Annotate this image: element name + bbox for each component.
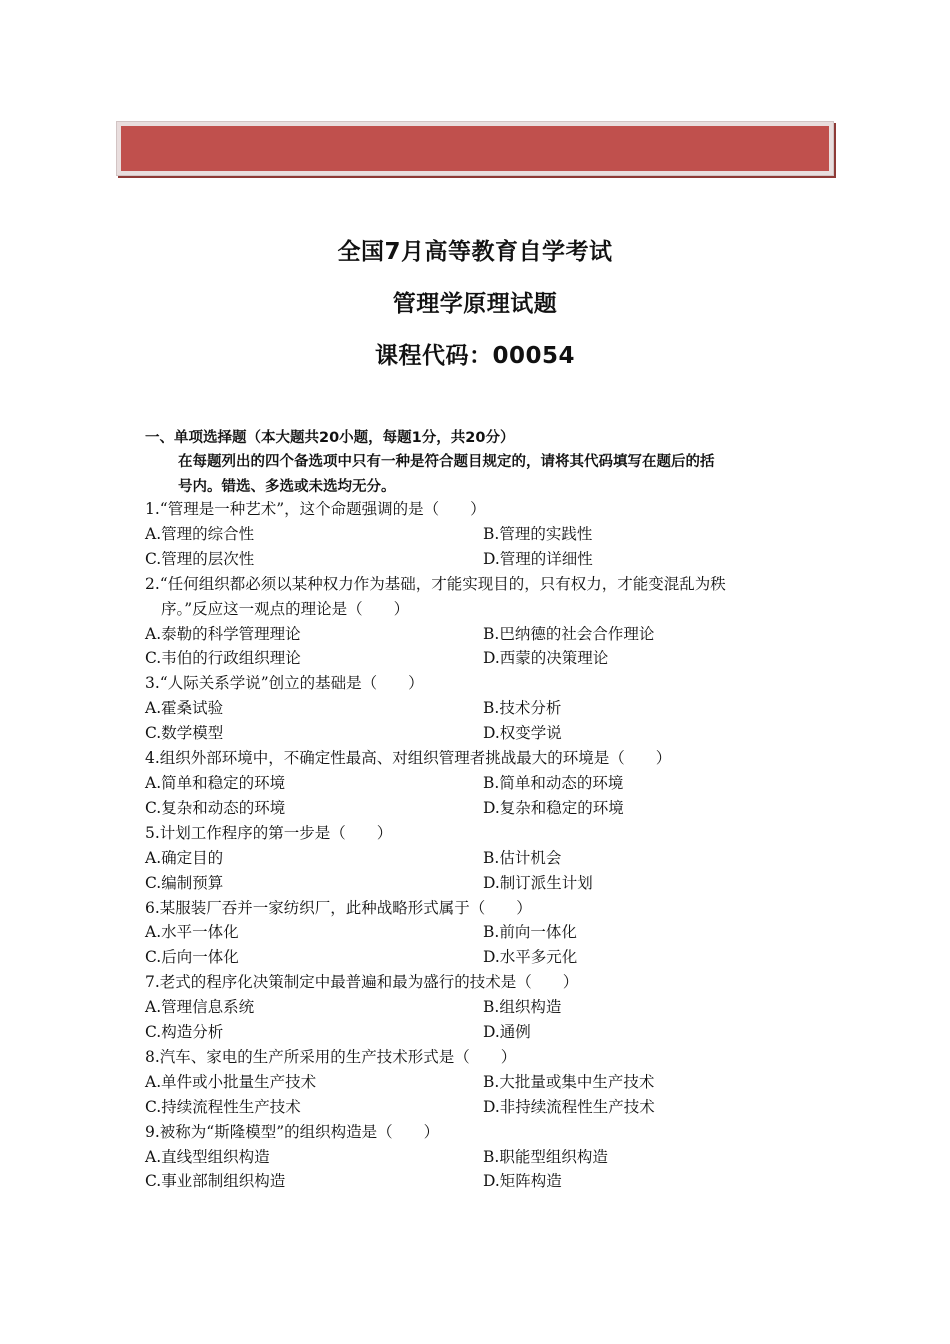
section-heading: 一、单项选择题（本大题共20小题，每题1分，共20分） bbox=[145, 430, 515, 446]
question-stem: 2.“任何组织都必须以某种权力作为基础，才能实现目的，只有权力，才能变混乱为秩 bbox=[145, 574, 726, 593]
answer-option: A.霍桑试验 bbox=[145, 699, 224, 718]
option-row bbox=[145, 1169, 805, 1194]
option-row bbox=[145, 796, 805, 821]
question-stem: 5.计划工作程序的第一步是（ ） bbox=[145, 823, 393, 842]
question-stem: 3.“人际关系学说”创立的基础是（ ） bbox=[145, 674, 424, 693]
answer-option: C.复杂和动态的环境 bbox=[145, 798, 286, 817]
answer-option: B.技术分析 bbox=[483, 699, 562, 718]
answer-option: B.估计机会 bbox=[483, 848, 562, 867]
question-stem: 6.某服装厂吞并一家纺织厂，此种战略形式属于（ ） bbox=[145, 898, 532, 917]
question-stem: 7.老式的程序化决策制定中最普遍和最为盛行的技术是（ ） bbox=[145, 973, 579, 992]
instruction-line: 号内。错选、多选或未选均无分。 bbox=[178, 479, 396, 495]
option-row bbox=[145, 945, 805, 970]
answer-option: D.权变学说 bbox=[483, 724, 562, 743]
answer-option: C.韦伯的行政组织理论 bbox=[145, 649, 301, 668]
answer-option: B.大批量或集中生产技术 bbox=[483, 1072, 655, 1091]
answer-option: A.泰勒的科学管理理论 bbox=[145, 624, 301, 643]
answer-option: D.西蒙的决策理论 bbox=[483, 649, 609, 668]
answer-option: B.职能型组织构造 bbox=[483, 1147, 608, 1166]
answer-option: D.矩阵构造 bbox=[483, 1172, 562, 1191]
answer-option: C.构造分析 bbox=[145, 1023, 224, 1042]
option-row bbox=[145, 547, 805, 572]
answer-option: A.简单和稳定的环境 bbox=[145, 773, 286, 792]
question-stem: 1.“管理是一种艺术”，这个命题强调的是（ ） bbox=[145, 500, 486, 518]
exam-subject: 管理学原理试题 bbox=[392, 291, 558, 317]
answer-option: B.管理的实践性 bbox=[483, 524, 593, 543]
answer-option: C.编制预算 bbox=[145, 873, 224, 892]
question-stem: 8.汽车、家电的生产所采用的生产技术形式是（ ） bbox=[145, 1047, 517, 1066]
option-row bbox=[145, 1020, 805, 1045]
answer-option: B.前向一体化 bbox=[483, 923, 577, 942]
option-row bbox=[145, 920, 805, 945]
answer-option: A.水平一体化 bbox=[145, 923, 239, 942]
answer-option: A.管理信息系统 bbox=[145, 998, 255, 1017]
answer-option: A.单件或小批量生产技术 bbox=[145, 1072, 317, 1091]
question-stem: 9.被称为“斯隆模型”的组织构造是（ ） bbox=[145, 1122, 440, 1141]
answer-option: A.直线型组织构造 bbox=[145, 1147, 270, 1166]
option-row bbox=[145, 721, 805, 746]
option-row bbox=[145, 622, 805, 647]
option-row bbox=[145, 995, 805, 1020]
question-list bbox=[145, 497, 805, 1194]
answer-option: D.非持续流程性生产技术 bbox=[483, 1097, 655, 1116]
option-row bbox=[145, 646, 805, 671]
question-stem: 序。”反应这一观点的理论是（ ） bbox=[161, 599, 410, 618]
course-code: 课程代码：00054 bbox=[374, 343, 576, 369]
header-banner bbox=[116, 121, 834, 176]
option-row bbox=[145, 696, 805, 721]
answer-option: C.后向一体化 bbox=[145, 948, 239, 967]
answer-option: D.复杂和稳定的环境 bbox=[483, 798, 624, 817]
answer-option: A.管理的综合性 bbox=[145, 524, 255, 543]
answer-option: D.制订派生计划 bbox=[483, 873, 593, 892]
option-row bbox=[145, 522, 805, 547]
answer-option: C.数学模型 bbox=[145, 724, 224, 743]
option-row bbox=[145, 1095, 805, 1120]
answer-option: C.持续流程性生产技术 bbox=[145, 1097, 301, 1116]
option-row bbox=[145, 871, 805, 896]
option-row bbox=[145, 1145, 805, 1170]
section-instructions bbox=[178, 450, 818, 500]
answer-option: B.巴纳德的社会合作理论 bbox=[483, 624, 655, 643]
answer-option: D.通例 bbox=[483, 1023, 531, 1042]
answer-option: D.水平多元化 bbox=[483, 948, 578, 967]
answer-option: B.简单和动态的环境 bbox=[483, 773, 624, 792]
answer-option: B.组织构造 bbox=[483, 998, 562, 1017]
answer-option: C.管理的层次性 bbox=[145, 549, 255, 568]
answer-option: C.事业部制组织构造 bbox=[145, 1172, 286, 1191]
instruction-line: 在每题列出的四个备选项中只有一种是符合题目规定的，请将其代码填写在题后的括 bbox=[178, 454, 715, 470]
exam-title: 全国7月高等教育自学考试 bbox=[337, 239, 613, 265]
option-row bbox=[145, 771, 805, 796]
header-banner-bar bbox=[121, 126, 829, 171]
option-row bbox=[145, 846, 805, 871]
question-stem: 4.组织外部环境中，不确定性最高、对组织管理者挑战最大的环境是（ ） bbox=[145, 749, 672, 768]
answer-option: A.确定目的 bbox=[145, 848, 224, 867]
option-row bbox=[145, 1070, 805, 1095]
answer-option: D.管理的详细性 bbox=[483, 549, 593, 568]
